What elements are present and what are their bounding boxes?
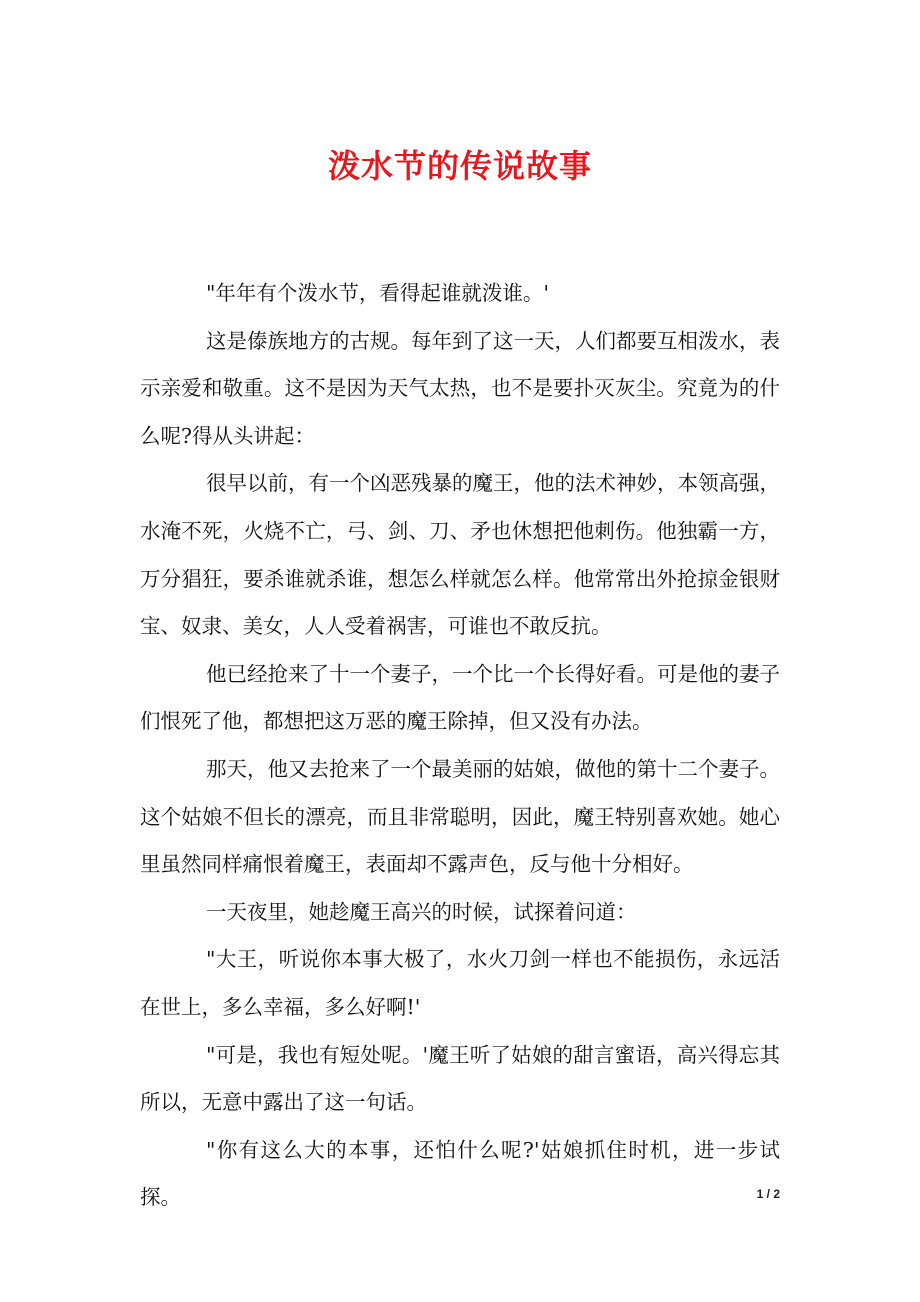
paragraph: 那天，他又去抢来了一个最美丽的姑娘，做他的第十二个妻子。这个姑娘不但长的漂亮，而且非常聪明，因此，魔王特别喜欢她。她心里虽然同样痛恨着魔王，表面却不露声色，反与他十分相好。 — [140, 756, 780, 877]
paragraph: 一天夜里，她趁魔王高兴的时候，试探着问道： — [206, 899, 637, 924]
paragraph: "你有这么大的本事，还怕什么呢?'姑娘抓住时机，进一步试探。 — [140, 1137, 780, 1210]
paragraph: 很早以前，有一个凶恶残暴的魔王，他的法术神妙，本领高强，水淹不死，火烧不亡，弓、剑、刀、矛也休想把他刺伤。他独霸一方，万分猖狂，要杀谁就杀谁，想怎么样就怎么样。他常常出外抢掠金银财宝、奴隶、美女，人人受着祸害，可谁也不敢反抗。 — [140, 471, 780, 639]
paragraph: 他已经抢来了十一个妻子，一个比一个长得好看。可是他的妻子们恨死了他，都想把这万恶的魔王除掉，但又没有办法。 — [140, 661, 780, 734]
paragraph: "年年有个泼水节，看得起谁就泼谁。' — [206, 281, 550, 305]
document-title: 泼水节的传说故事 — [327, 147, 592, 185]
paragraph: "大王，听说你本事大极了，水火刀剑一样也不能损伤，永远活在世上，多么幸福，多么好啊!' — [140, 947, 780, 1019]
document-body — [140, 270, 780, 1222]
paragraph: "可是，我也有短处呢。'魔王听了姑娘的甜言蜜语，高兴得忘其所以，无意中露出了这一句话。 — [140, 1042, 780, 1115]
paragraph: 这是傣族地方的古规。每年到了这一天，人们都要互相泼水，表示亲爱和敬重。这不是因为天气太热，也不是要扑灭灰尘。究竟为的什么呢?得从头讲起： — [140, 328, 780, 448]
page-number: 1 / 2 — [756, 1187, 780, 1201]
